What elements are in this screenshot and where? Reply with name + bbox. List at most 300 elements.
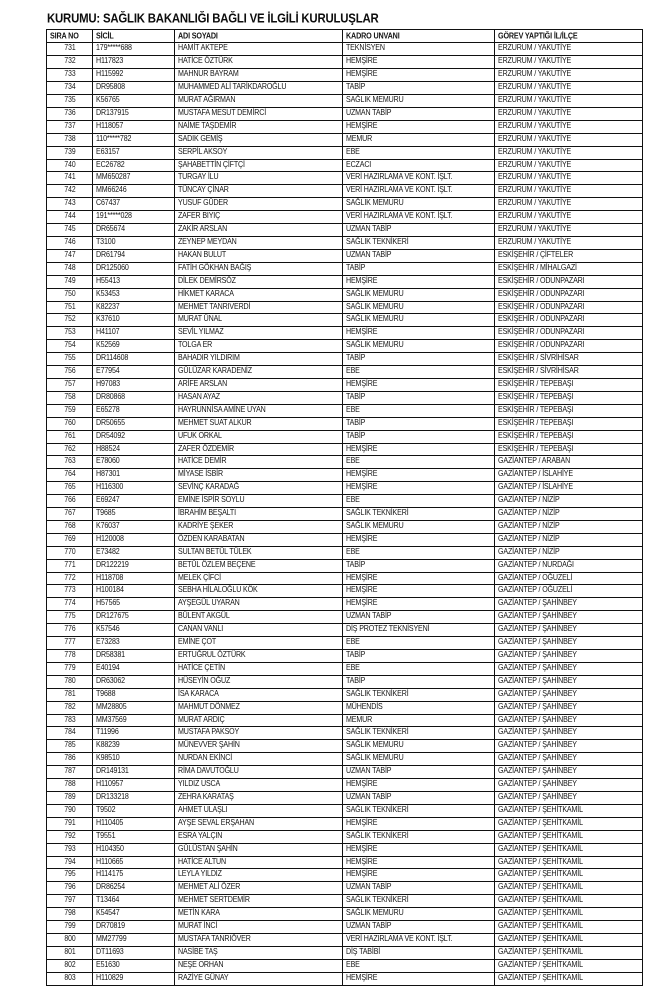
cell-sira-text: 782 <box>64 702 76 712</box>
cell-sira <box>47 237 93 250</box>
cell-sira-text: 748 <box>64 263 76 273</box>
cell-ad-text: NASİBE TAŞ <box>178 946 218 957</box>
cell-sicil <box>93 650 175 663</box>
cell-gorev-text: GAZİANTEP / ŞAHİNBEY <box>498 740 577 751</box>
cell-sicil-text: H115992 <box>96 69 124 79</box>
cell-sira-text: 780 <box>64 676 76 686</box>
cell-unvan <box>343 546 495 559</box>
cell-ad-text: HATİCE ÇETİN <box>178 662 225 673</box>
cell-sira-text: 738 <box>64 134 76 144</box>
cell-sicil <box>93 959 175 972</box>
cell-gorev <box>495 779 643 792</box>
cell-sicil-text: E73283 <box>96 637 120 647</box>
cell-gorev <box>495 624 643 637</box>
cell-sicil-text: MM37569 <box>96 714 127 725</box>
cell-sicil-text: E69247 <box>96 495 120 505</box>
cell-sira <box>47 43 93 56</box>
cell-gorev-text: GAZİANTEP / İSLAHİYE <box>498 482 573 492</box>
cell-ad <box>175 598 343 611</box>
cell-unvan-text: TABİP <box>346 649 366 660</box>
cell-ad-text: AHMET ULAŞLI <box>178 804 228 815</box>
cell-sira-text: 760 <box>64 418 76 428</box>
cell-sira <box>47 95 93 108</box>
cell-unvan-text: HEMŞİRE <box>346 572 378 583</box>
cell-sicil <box>93 701 175 714</box>
cell-sira-text: 771 <box>64 560 76 570</box>
cell-sicil-text: K57546 <box>96 624 120 634</box>
cell-gorev-text: ESKİŞEHİR / SİVRİHİSAR <box>498 365 579 376</box>
cell-sicil-text: T9688 <box>96 688 116 699</box>
cell-unvan <box>343 391 495 404</box>
cell-gorev-text: GAZİANTEP / ŞEHİTKAMİL <box>498 920 583 931</box>
cell-sira <box>47 766 93 779</box>
cell-ad-text: ZEYNEP MEYDAN <box>178 236 237 247</box>
cell-sicil <box>93 533 175 546</box>
cell-unvan-text: HEMŞİRE <box>346 533 378 544</box>
cell-sicil-text: H55413 <box>96 275 120 286</box>
cell-ad <box>175 662 343 675</box>
cell-sicil <box>93 791 175 804</box>
cell-gorev-text: GAZİANTEP / ŞEHİTKAMİL <box>498 843 583 854</box>
cell-ad <box>175 314 343 327</box>
cell-unvan-text: SAĞLIK MEMURU <box>346 520 404 531</box>
cell-sira <box>47 430 93 443</box>
cell-sicil <box>93 172 175 185</box>
cell-gorev-text: GAZİANTEP / NİZİP <box>498 507 560 518</box>
cell-ad <box>175 95 343 108</box>
cell-unvan-text: SAĞLIK MEMURU <box>346 908 404 918</box>
cell-gorev <box>495 701 643 714</box>
cell-sicil <box>93 830 175 843</box>
cell-unvan-text: HEMŞİRE <box>346 856 378 867</box>
cell-sicil-text: T13464 <box>96 895 120 905</box>
table-row <box>47 495 643 508</box>
cell-sira-text: 746 <box>64 238 76 247</box>
cell-unvan-text: SAĞLIK TEKNİKERİ <box>346 507 409 518</box>
cell-gorev-text: GAZİANTEP / İSLAHİYE <box>498 469 573 479</box>
cell-unvan-text: MEMUR <box>346 133 373 144</box>
cell-sira <box>47 456 93 469</box>
cell-sicil <box>93 262 175 275</box>
cell-unvan-text: UZMAN TABİP <box>346 882 392 892</box>
cell-sira <box>47 882 93 895</box>
cell-sira-text: 785 <box>64 741 76 751</box>
cell-sira <box>47 675 93 688</box>
cell-unvan <box>343 779 495 792</box>
cell-sicil <box>93 237 175 250</box>
cell-sicil <box>93 662 175 675</box>
cell-sira <box>47 714 93 727</box>
table-header-row <box>47 30 643 43</box>
cell-sira <box>47 185 93 198</box>
cell-gorev-text: ERZURUM / YAKUTİYE <box>498 159 572 170</box>
cell-ad-text: LEYLA YILDIZ <box>178 869 222 880</box>
cell-sira <box>47 843 93 856</box>
cell-gorev-text: GAZİANTEP / ŞEHİTKAMİL <box>498 895 583 905</box>
cell-sicil <box>93 933 175 946</box>
cell-sira <box>47 508 93 521</box>
cell-gorev <box>495 585 643 598</box>
cell-unvan-text: HEMŞİRE <box>346 443 378 454</box>
cell-unvan <box>343 701 495 714</box>
table-row <box>47 275 643 288</box>
cell-sira-text: 768 <box>64 522 76 531</box>
cell-ad <box>175 856 343 869</box>
cell-gorev-text: GAZİANTEP / ŞAHİNBEY <box>498 714 577 725</box>
cell-unvan-text: TABİP <box>346 262 366 273</box>
cell-sira <box>47 301 93 314</box>
cell-gorev <box>495 688 643 701</box>
cell-ad-text: CANAN VANLI <box>178 624 224 634</box>
cell-sira <box>47 107 93 120</box>
table-row <box>47 469 643 482</box>
cell-unvan <box>343 456 495 469</box>
cell-gorev <box>495 520 643 533</box>
cell-sicil <box>93 495 175 508</box>
cell-unvan <box>343 933 495 946</box>
cell-unvan-text: VERİ HAZIRLAMA VE KONT. İŞLT. <box>346 933 453 944</box>
cell-sicil-text: 110*****782 <box>96 133 132 144</box>
cell-ad-text: BAHADIR YILDIRIM <box>178 353 240 363</box>
cell-ad-text: MELEK ÇİFCİ <box>178 572 221 583</box>
cell-gorev-text: ERZURUM / YAKUTİYE <box>498 146 572 157</box>
cell-sicil-text: DR127675 <box>96 611 129 621</box>
table-row <box>47 727 643 740</box>
table-row <box>47 482 643 495</box>
cell-ad <box>175 959 343 972</box>
table-row <box>47 211 643 224</box>
cell-ad <box>175 611 343 624</box>
cell-sira <box>47 69 93 82</box>
cell-unvan <box>343 508 495 521</box>
cell-ad-text: HÜSEYİN OĞUZ <box>178 675 231 686</box>
cell-sira-text: 761 <box>64 431 76 441</box>
column-header-kadro-unvani <box>343 30 495 43</box>
cell-gorev-text: ERZURUM / YAKUTİYE <box>498 172 572 183</box>
table-row <box>47 43 643 56</box>
cell-unvan <box>343 662 495 675</box>
column-header-sira-no-label: SIRA NO <box>50 29 79 41</box>
cell-gorev <box>495 869 643 882</box>
cell-unvan <box>343 275 495 288</box>
table-row <box>47 611 643 624</box>
cell-unvan <box>343 404 495 417</box>
cell-ad <box>175 585 343 598</box>
cell-sicil <box>93 456 175 469</box>
cell-sicil <box>93 107 175 120</box>
cell-ad-text: ESRA YALÇIN <box>178 830 223 841</box>
cell-gorev <box>495 791 643 804</box>
cell-sicil-text: K37610 <box>96 314 120 325</box>
cell-unvan-text: TABİP <box>346 675 366 686</box>
table-row <box>47 301 643 314</box>
table-row <box>47 262 643 275</box>
cell-gorev-text: GAZİANTEP / ŞEHİTKAMİL <box>498 869 583 880</box>
cell-unvan-text: SAĞLIK MEMURU <box>346 198 404 208</box>
cell-gorev <box>495 882 643 895</box>
table-row <box>47 546 643 559</box>
cell-gorev <box>495 508 643 521</box>
cell-sira-text: 757 <box>64 380 76 389</box>
table-row <box>47 559 643 572</box>
cell-ad-text: AYŞEGÜL UYARAN <box>178 598 240 609</box>
cell-sicil-text: DR125060 <box>96 262 129 273</box>
cell-unvan <box>343 533 495 546</box>
cell-sicil <box>93 817 175 830</box>
column-header-gorev-yeri <box>495 30 643 43</box>
cell-gorev <box>495 430 643 443</box>
cell-gorev-text: GAZİANTEP / ARABAN <box>498 456 571 467</box>
cell-gorev <box>495 908 643 921</box>
cell-ad-text: ZAFER ÖZDEMİR <box>178 443 234 454</box>
cell-sicil <box>93 727 175 740</box>
cell-ad <box>175 301 343 314</box>
cell-unvan <box>343 159 495 172</box>
cell-sicil <box>93 69 175 82</box>
cell-unvan-text: HEMŞİRE <box>346 482 378 492</box>
cell-sicil <box>93 391 175 404</box>
cell-gorev-text: GAZİANTEP / ŞAHİNBEY <box>498 662 577 673</box>
cell-gorev-text: ESKİŞEHİR / ÇİFTELER <box>498 249 574 260</box>
cell-gorev <box>495 185 643 198</box>
cell-sira-text: 773 <box>64 586 76 596</box>
cell-sicil <box>93 637 175 650</box>
cell-ad <box>175 921 343 934</box>
cell-sicil-text: H41107 <box>96 327 120 338</box>
cell-sicil-text: E40194 <box>96 662 120 673</box>
table-row <box>47 908 643 921</box>
cell-unvan <box>343 198 495 211</box>
cell-sira <box>47 495 93 508</box>
cell-ad <box>175 766 343 779</box>
table-header <box>47 30 643 43</box>
cell-ad-text: UFUK ORKAL <box>178 430 222 441</box>
cell-sicil-text: T9551 <box>96 830 116 841</box>
column-header-kadro-unvani-label: KADRO UNVANI <box>346 29 400 41</box>
cell-unvan-text: UZMAN TABİP <box>346 766 392 776</box>
cell-sicil <box>93 482 175 495</box>
cell-ad-text: SEBHA HİLALOĞLU KÖK <box>178 585 258 596</box>
cell-sicil <box>93 198 175 211</box>
cell-sira-text: 786 <box>64 754 76 763</box>
cell-unvan <box>343 43 495 56</box>
table-row <box>47 895 643 908</box>
cell-sira-text: 736 <box>64 109 76 118</box>
cell-sira-text: 759 <box>64 405 76 415</box>
cell-ad-text: NEŞE ORHAN <box>178 959 224 970</box>
cell-sira-text: 740 <box>64 160 76 170</box>
table-row <box>47 120 643 133</box>
cell-ad-text: MURAT AĞIRMAN <box>178 94 236 105</box>
cell-ad <box>175 624 343 637</box>
cell-ad-text: AYŞE SEVAL ERŞAHAN <box>178 817 255 828</box>
cell-ad <box>175 843 343 856</box>
personnel-registry-table <box>46 29 643 986</box>
cell-ad <box>175 185 343 198</box>
cell-sicil-text: E63157 <box>96 146 120 157</box>
cell-unvan-text: HEMŞİRE <box>346 817 378 828</box>
cell-sira <box>47 224 93 237</box>
table-row <box>47 378 643 391</box>
column-header-adi-soyadi-label: ADI SOYADI <box>178 29 218 41</box>
cell-ad-text: ZAKİR ARSLAN <box>178 224 228 234</box>
table-row <box>47 288 643 301</box>
cell-sira-text: 803 <box>64 973 76 983</box>
cell-sira-text: 784 <box>64 728 76 738</box>
table-row <box>47 766 643 779</box>
cell-gorev <box>495 817 643 830</box>
cell-unvan-text: MEMUR <box>346 714 373 725</box>
cell-sicil <box>93 353 175 366</box>
cell-unvan-text: HEMŞİRE <box>346 598 378 609</box>
cell-sira-text: 770 <box>64 547 76 557</box>
cell-unvan-text: HEMŞİRE <box>346 120 378 131</box>
cell-ad-text: FATİH GÖKHAN BAĞIŞ <box>178 262 252 273</box>
cell-unvan-text: HEMŞİRE <box>346 56 378 66</box>
cell-sira-text: 758 <box>64 393 76 402</box>
cell-gorev <box>495 301 643 314</box>
cell-ad-text: NAİME TAŞDEMİR <box>178 120 237 131</box>
cell-ad-text: SULTAN BETÜL TÜLEK <box>178 546 252 557</box>
cell-gorev <box>495 404 643 417</box>
cell-unvan <box>343 791 495 804</box>
cell-sicil <box>93 275 175 288</box>
table-row <box>47 972 643 985</box>
table-row <box>47 701 643 714</box>
table-row <box>47 508 643 521</box>
cell-sicil-text: DR54092 <box>96 430 125 441</box>
cell-ad-text: METİN KARA <box>178 908 220 918</box>
cell-sira <box>47 340 93 353</box>
cell-gorev <box>495 572 643 585</box>
cell-ad <box>175 172 343 185</box>
cell-sicil <box>93 120 175 133</box>
cell-sira-text: 766 <box>64 496 76 505</box>
cell-ad-text: İBRAHİM BEŞALTI <box>178 507 236 518</box>
cell-sira-text: 779 <box>64 664 76 673</box>
cell-ad <box>175 146 343 159</box>
cell-ad <box>175 933 343 946</box>
cell-sira-text: 733 <box>64 70 76 79</box>
cell-ad <box>175 159 343 172</box>
cell-gorev <box>495 288 643 301</box>
cell-sira <box>47 727 93 740</box>
cell-ad-text: ZEHRA KARATAŞ <box>178 791 234 802</box>
table-row <box>47 404 643 417</box>
table-row <box>47 249 643 262</box>
cell-ad-text: MUSTAFA TANRIÖVER <box>178 933 251 944</box>
cell-gorev <box>495 133 643 146</box>
cell-unvan <box>343 95 495 108</box>
cell-unvan-text: UZMAN TABİP <box>346 224 392 234</box>
cell-gorev <box>495 443 643 456</box>
cell-gorev-text: GAZİANTEP / ŞAHİNBEY <box>498 598 577 609</box>
cell-sira-text: 776 <box>64 625 76 634</box>
cell-sicil-text: DT11693 <box>96 946 124 957</box>
cell-gorev <box>495 159 643 172</box>
cell-gorev-text: ERZURUM / YAKUTİYE <box>498 94 572 105</box>
table-row <box>47 791 643 804</box>
cell-ad <box>175 895 343 908</box>
cell-ad <box>175 353 343 366</box>
cell-ad-text: MEHMET TANRIVERDİ <box>178 301 251 312</box>
cell-sicil-text: MM650287 <box>96 172 131 183</box>
cell-unvan <box>343 817 495 830</box>
cell-ad-text: MUHAMMED ALİ TARİKDAROĞLU <box>178 82 287 92</box>
cell-unvan <box>343 69 495 82</box>
cell-sira-text: 800 <box>64 935 76 944</box>
cell-gorev <box>495 895 643 908</box>
cell-sira-text: 749 <box>64 276 76 286</box>
cell-gorev <box>495 314 643 327</box>
table-body <box>47 43 643 985</box>
cell-sicil <box>93 430 175 443</box>
cell-ad <box>175 753 343 766</box>
cell-gorev <box>495 533 643 546</box>
cell-ad <box>175 804 343 817</box>
cell-unvan <box>343 327 495 340</box>
cell-sicil <box>93 159 175 172</box>
cell-unvan-text: EBE <box>346 959 360 970</box>
cell-gorev <box>495 391 643 404</box>
cell-sira <box>47 908 93 921</box>
cell-ad-text: ÖZDEN KARABATAN <box>178 533 245 544</box>
cell-sicil-text: H97083 <box>96 378 120 389</box>
cell-sicil <box>93 585 175 598</box>
table-row <box>47 520 643 533</box>
cell-sira-text: 751 <box>64 302 76 312</box>
cell-unvan-text: SAĞLIK TEKNİKERİ <box>346 236 409 247</box>
table-row <box>47 688 643 701</box>
cell-unvan-text: HEMŞİRE <box>346 843 378 854</box>
table-row <box>47 637 643 650</box>
cell-gorev <box>495 856 643 869</box>
cell-sicil <box>93 327 175 340</box>
cell-unvan <box>343 249 495 262</box>
cell-ad <box>175 650 343 663</box>
cell-sira <box>47 804 93 817</box>
cell-ad <box>175 830 343 843</box>
cell-ad-text: HAYRUNNİSA AMİNE UYAN <box>178 404 266 415</box>
cell-sira <box>47 830 93 843</box>
cell-ad-text: MAHMUT DÖNMEZ <box>178 701 240 712</box>
cell-sira <box>47 172 93 185</box>
cell-sicil-text: K53453 <box>96 288 120 299</box>
cell-ad-text: MUSTAFA MESUT DEMİRCİ <box>178 107 267 118</box>
table-row <box>47 185 643 198</box>
cell-ad <box>175 740 343 753</box>
cell-sicil-text: H110665 <box>96 856 124 867</box>
cell-unvan <box>343 740 495 753</box>
cell-ad <box>175 275 343 288</box>
table-row <box>47 237 643 250</box>
cell-sira-text: 802 <box>64 960 76 970</box>
cell-ad-text: ARİFE ARSLAN <box>178 378 228 389</box>
cell-sicil-text: H110405 <box>96 817 124 828</box>
cell-unvan <box>343 314 495 327</box>
cell-sicil-text: EC26782 <box>96 159 125 170</box>
cell-ad-text: HİKMET KARACA <box>178 288 234 299</box>
cell-gorev-text: GAZİANTEP / NURDAĞI <box>498 559 574 570</box>
table-row <box>47 959 643 972</box>
cell-gorev-text: GAZİANTEP / ŞEHİTKAMİL <box>498 856 583 867</box>
cell-unvan <box>343 107 495 120</box>
cell-sicil <box>93 779 175 792</box>
cell-sira-text: 744 <box>64 212 76 221</box>
cell-sicil <box>93 766 175 779</box>
cell-unvan <box>343 766 495 779</box>
cell-sicil <box>93 211 175 224</box>
